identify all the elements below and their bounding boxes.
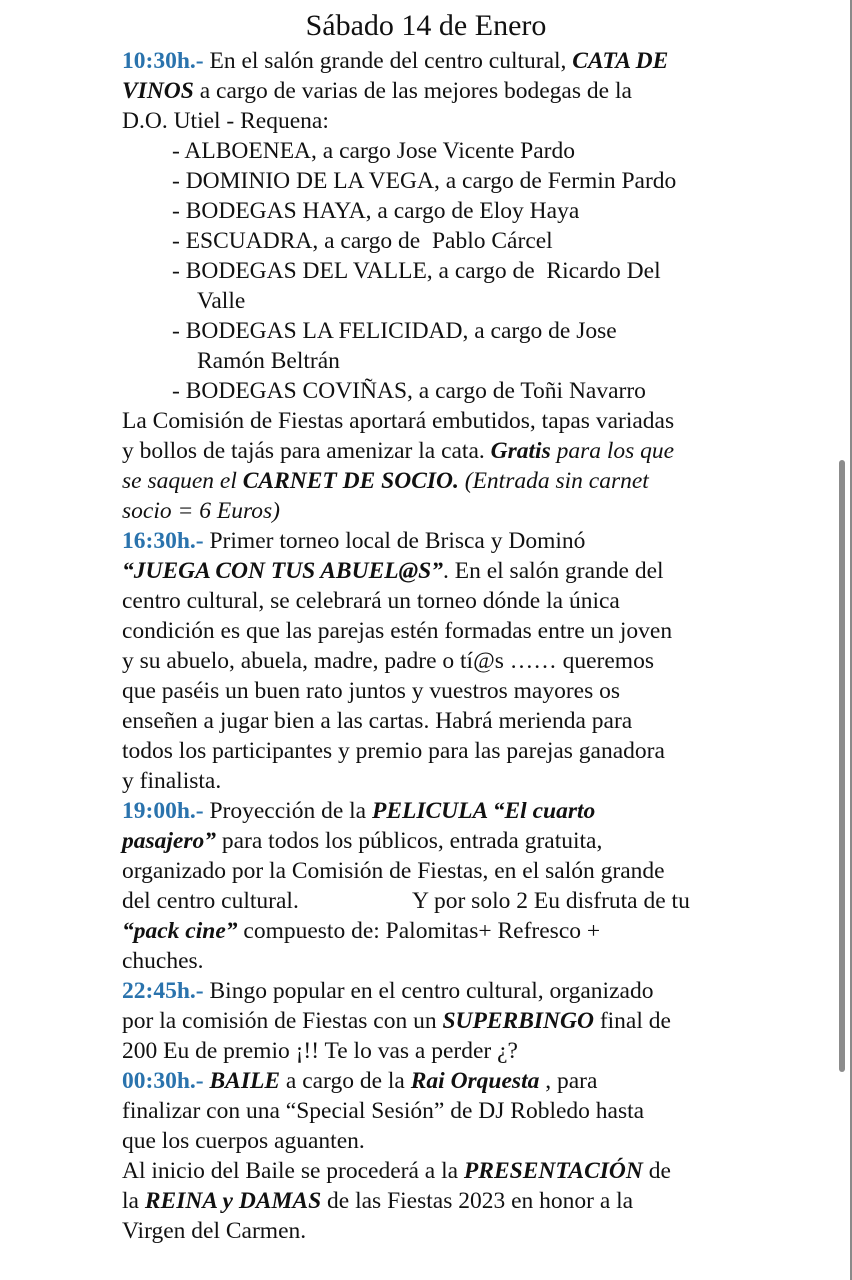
event-time: 16:30h.- xyxy=(122,528,204,554)
tasting-note-line-1: La Comisión de Fiestas aportará embutidos, tapas variadas xyxy=(122,408,675,434)
event-0030-line-1: 00:30h.- BAILE a cargo de la Rai Orquesta , para xyxy=(122,1068,598,1094)
event-time: 22:45h.- xyxy=(122,978,204,1004)
scrollbar-thumb[interactable] xyxy=(839,460,845,1072)
winery-list-item: - DOMINIO DE LA VEGA, a cargo de Fermin Pardo xyxy=(172,168,677,194)
winery-list-item: - ESCUADRA, a cargo de Pablo Cárcel xyxy=(172,228,553,254)
event-time: 00:30h.- xyxy=(122,1068,204,1094)
winery-list-item: - BODEGAS COVIÑAS, a cargo de Toñi Navarro xyxy=(172,378,646,404)
event-time: 19:00h.- xyxy=(122,798,204,824)
closing-line-1: Al inicio del Baile se procederá a la PRESENTACIÓN de xyxy=(122,1158,671,1184)
event-1630-line-2: “JUEGA CON TUS ABUEL@S”. En el salón grande del xyxy=(122,558,664,584)
event-time: 10:30h.- xyxy=(122,48,204,74)
tasting-note-line-4: socio = 6 Euros) xyxy=(122,498,280,524)
event-0030-line-2: finalizar con una “Special Sesión” de DJ Robledo hasta xyxy=(122,1098,645,1124)
winery-list-item: - BODEGAS HAYA, a cargo de Eloy Haya xyxy=(172,198,580,224)
event-1900-line-3: organizado por la Comisión de Fiestas, en el salón grande xyxy=(122,858,665,884)
event-1630-line-9: y finalista. xyxy=(122,768,222,794)
event-1900-line-4: del centro cultural. Y por solo 2 Eu disfruta de tu xyxy=(122,888,690,914)
winery-list-item: - ALBOENEA, a cargo Jose Vicente Pardo xyxy=(172,138,575,164)
event-2245-line-3: 200 Eu de premio ¡!! Te lo vas a perder ¿? xyxy=(122,1038,518,1064)
closing-line-2: la REINA y DAMAS de las Fiestas 2023 en honor a la xyxy=(122,1188,634,1214)
event-1630-line-8: todos los participantes y premio para las parejas ganadora xyxy=(122,738,665,764)
tasting-note-line-3: se saquen el CARNET DE SOCIO. (Entrada sin carnet xyxy=(122,468,649,494)
event-0030-line-3: que los cuerpos aguanten. xyxy=(122,1128,365,1154)
event-1900-line-5: “pack cine” compuesto de: Palomitas+ Refresco + xyxy=(122,918,601,944)
event-1900-line-1: 19:00h.- Proyección de la PELICULA “El cuarto xyxy=(122,798,596,824)
event-2245-line-1: 22:45h.- Bingo popular en el centro cultural, organizado xyxy=(122,978,654,1004)
winery-list-item-continuation: Ramón Beltrán xyxy=(197,348,340,374)
tasting-note-line-2: y bollos de tajás para amenizar la cata. Gratis para los que xyxy=(122,438,675,464)
event-1030-line-2: VINOS a cargo de varias de las mejores bodegas de la xyxy=(122,78,632,104)
event-1630-line-7: enseñen a jugar bien a las cartas. Habrá merienda para xyxy=(122,708,633,734)
event-1900-line-6: chuches. xyxy=(122,948,204,974)
closing-line-3: Virgen del Carmen. xyxy=(122,1218,307,1244)
event-1030-line-3: D.O. Utiel - Requena: xyxy=(122,108,329,134)
page-title: Sábado 14 de Enero xyxy=(305,9,547,42)
event-1630-line-1: 16:30h.- Primer torneo local de Brisca y Dominó xyxy=(122,528,586,554)
event-1630-line-5: y su abuelo, abuela, madre, padre o tí@s …… queremos xyxy=(122,648,654,674)
event-1630-line-3: centro cultural, se celebrará un torneo dónde la única xyxy=(122,588,620,614)
event-1900-line-2: pasajero” para todos los públicos, entrada gratuita, xyxy=(122,828,603,854)
winery-list-item-continuation: Valle xyxy=(197,288,246,314)
event-1630-line-4: condición es que las parejas estén formadas entre un joven xyxy=(122,618,673,644)
winery-list-item: - BODEGAS DEL VALLE, a cargo de Ricardo Del xyxy=(172,258,661,284)
event-2245-line-2: por la comisión de Fiestas con un SUPERBINGO final de xyxy=(122,1008,671,1034)
event-1630-line-6: que paséis un buen rato juntos y vuestros mayores os xyxy=(122,678,620,704)
event-1030-line-1: 10:30h.- En el salón grande del centro cultural, CATA DE xyxy=(122,48,669,74)
winery-list-item: - BODEGAS LA FELICIDAD, a cargo de Jose xyxy=(172,318,617,344)
